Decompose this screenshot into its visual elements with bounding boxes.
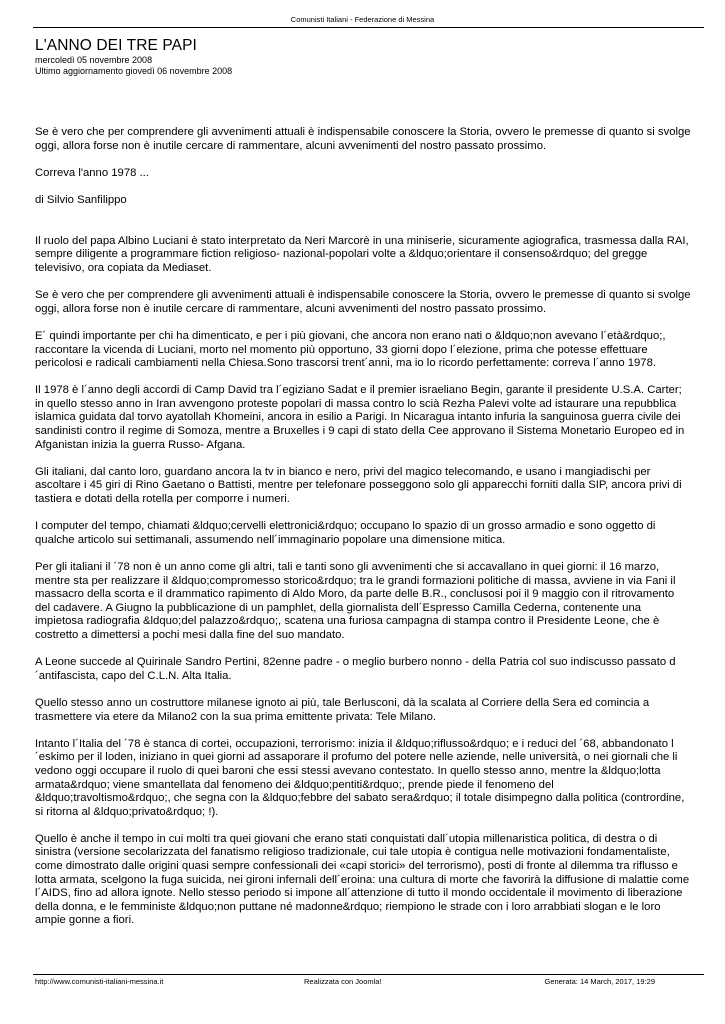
paragraph: Per gli italiani il ´78 non è un anno come gli altri, tali e tanti sono gli avvenimenti che si accavallano in quei giorni: il 16 marzo, mentre sta per realizzare il &ldquo;compromesso storico&rdquo; tra le grandi formazioni politiche di massa, avviene in via Fani il massacro della scorta e il drammatico rapimento di Aldo Moro, da parte delle B.R., conclusosi poi il 9 maggio con il ritrovamento del cadavere. A Giugno la pubblicazione di un pamphlet, della giornalista dell´Espresso Camilla Cederna, contenente una impietosa radiografia &ldquo;del palazzo&rdquo;, scatena una furiosa campagna di stampa contro il Presidente Leone, che è costretto a dimettersi a pochi mesi dalla fine del suo mandato. bbox=[35, 561, 676, 641]
paragraph: Quello stesso anno un costruttore milanese ignoto ai più, tale Berlusconi, dà la scalata al Corriere della Sera ed comincia a trasmettere via etere da Milano2 con la sua prima emittente privata: Tele Milano. bbox=[35, 696, 650, 723]
article-heading bbox=[35, 36, 695, 76]
paragraph: Il ruolo del papa Albino Luciani è stato interpretato da Neri Marcorè in una miniserie, sicuramente agiografica, trasmessa dalla RAI, sempre diligente a programmare fiction religioso- nazional-popolari volte a &ldquo;orientare il consenso&rdquo; del gregge televisivo, ora copiata da Mediaset. bbox=[35, 234, 689, 274]
paragraph: Se è vero che per comprendere gli avvenimenti attuali è indispensabile conoscere la Storia, ovvero le premesse di quanto si svolge oggi, allora forse non è inutile cercare di rammentare, alcuni avvenimenti del nostro passato prossimo. bbox=[35, 289, 691, 315]
article-updated: Ultimo aggiornamento giovedì 06 novembre 2008 bbox=[35, 65, 233, 76]
article-body bbox=[35, 126, 691, 942]
paragraph: Il 1978 è l´anno degli accordi di Camp David tra l´egiziano Sadat e il premier israeliano Begin, garante il presidente U.S.A. Carter; in quello stesso anno in Iran avvengono proteste popolari di massa contro lo scià Rezha Palevi volte ad istaurare una repubblica islamica guidata dal torvo ayatollah Khomeini, ancora in esilio a Parigi. In Nicaragua intanto infuria la sanguinosa guerra civile dei sandinisti contro il regime di Somoza, mentre a Bruxelles i 9 capi di stato della Cee approvano il Sistema Monetario Europeo ed in Afganistan inizia la guerra Russo- Afgana. bbox=[35, 384, 685, 451]
paragraph: A Leone succede al Quirinale Sandro Pertini, 82enne padre - o meglio burbero nonno - della Patria col suo indiscusso passato d´antifascista, capo del C.L.N. Alta Italia. bbox=[35, 656, 676, 682]
article-date: mercoledì 05 novembre 2008 bbox=[35, 55, 153, 65]
header-divider bbox=[33, 27, 704, 28]
paragraph: Quello è anche il tempo in cui molti tra quei giovani che erano stati conquistati dall´utopia millenaristica politica, di destra o di sinistra (versione secolarizzata del fanatismo religioso tradizionale, cui tale utopia è contigua nelle motivazioni fondamentaliste, come dimostrato dalle origini quasi sempre confessionali dei «capi storici» del terrorismo), posti di fronte al dilemma tra riflusso e lotta armata, scelgono la fuga suicida, nei gironi infernali dell´eroina: una cultura di morte che favorirà la diffusione di malattie come l´AIDS, fino ad allora ignote. Nello stesso periodo si impone all´attenzione di tutto il mondo occidentale il movimento di liberazione della donna, e le femministe &ldquo;non puttane né madonne&rdquo; riempiono le strade con i loro arrabbiati slogan e le loro ampie gonne a fiori. bbox=[35, 832, 690, 927]
paragraph: Intanto l´Italia del ´78 è stanca di cortei, occupazioni, terrorismo: inizia il &ldquo;riflusso&rdquo; e i reduci del ´68, abbandonato l´eskimo per il loden, iniziano in quei giorni ad assaporare il profumo del potere nelle aziende, nelle università, o nei giornali che li vedono oggi occupare il ruolo di quei baroni che essi stessi avevano contestato. In quello stesso anno, mentre la &ldquo;lotta armata&rdquo; viene smantellata dal fenomeno dei &ldquo;pentiti&rdquo;, prende piede il fenomeno del &ldquo;travoltismo&rdquo;, che segna con la &ldquo;febbre del sabato sera&rdquo; il totale disimpegno dalla politica (contrordine, si ritorna al &ldquo;privato&rdquo; !). bbox=[35, 737, 685, 818]
paragraph-intro: Se è vero che per comprendere gli avvenimenti attuali è indispensabile conoscere la Storia, ovvero le premesse di quanto si svolge oggi, allora forse non è inutile cercare di rammentare, alcuni avvenimenti del nostro passato prossimo. bbox=[35, 126, 691, 152]
page-footer bbox=[35, 977, 655, 987]
spacer bbox=[35, 221, 691, 235]
site-header: Comunisti Italiani - Federazione di Messina bbox=[290, 15, 435, 24]
paragraph-year: Correva l'anno 1978 ... bbox=[35, 166, 149, 179]
footer-generated: Generata: 14 March, 2017, 19:29 bbox=[544, 977, 655, 986]
paragraph: E´ quindi importante per chi ha dimenticato, e per i più giovani, che ancora non erano nati o &ldquo;non avevano l´età&rdquo;, raccontare la vicenda di Luciani, morto nel momento più opportuno, 33 giorni dopo l´elezione, prima che potesse effettuare pericolosi e radicali cambiamenti nella Chiesa.Sono trascorsi trent´anni, ma io lo ricordo perfettamente: correva l´anno 1978. bbox=[35, 329, 666, 370]
paragraph: I computer del tempo, chiamati &ldquo;cervelli elettronici&rdquo; occupano lo spazio di un grosso armadio e sono oggetto di qualche articolo sui settimanali, assumendo nell´immaginario popolare una dimensione mitica. bbox=[35, 520, 656, 546]
footer-divider bbox=[33, 974, 704, 975]
paragraph-author: di Silvio Sanfilippo bbox=[35, 193, 127, 206]
paragraph: Gli italiani, dal canto loro, guardano ancora la tv in bianco e nero, privi del magico telecomando, e usano i mangiadischi per ascoltare i 45 giri di Rino Gaetano o Battisti, mentre per telefonare posseggono solo gli apparecchi forniti dalla SIP, ancora privi di tastiera e dotati della rotella per comporre i numeri. bbox=[35, 465, 682, 506]
article-title: L'ANNO DEI TRE PAPI bbox=[35, 37, 197, 54]
footer-powered: Realizzata con Joomla! bbox=[304, 977, 382, 986]
footer-url: http://www.comunisti-italiani-messina.it bbox=[35, 977, 164, 986]
